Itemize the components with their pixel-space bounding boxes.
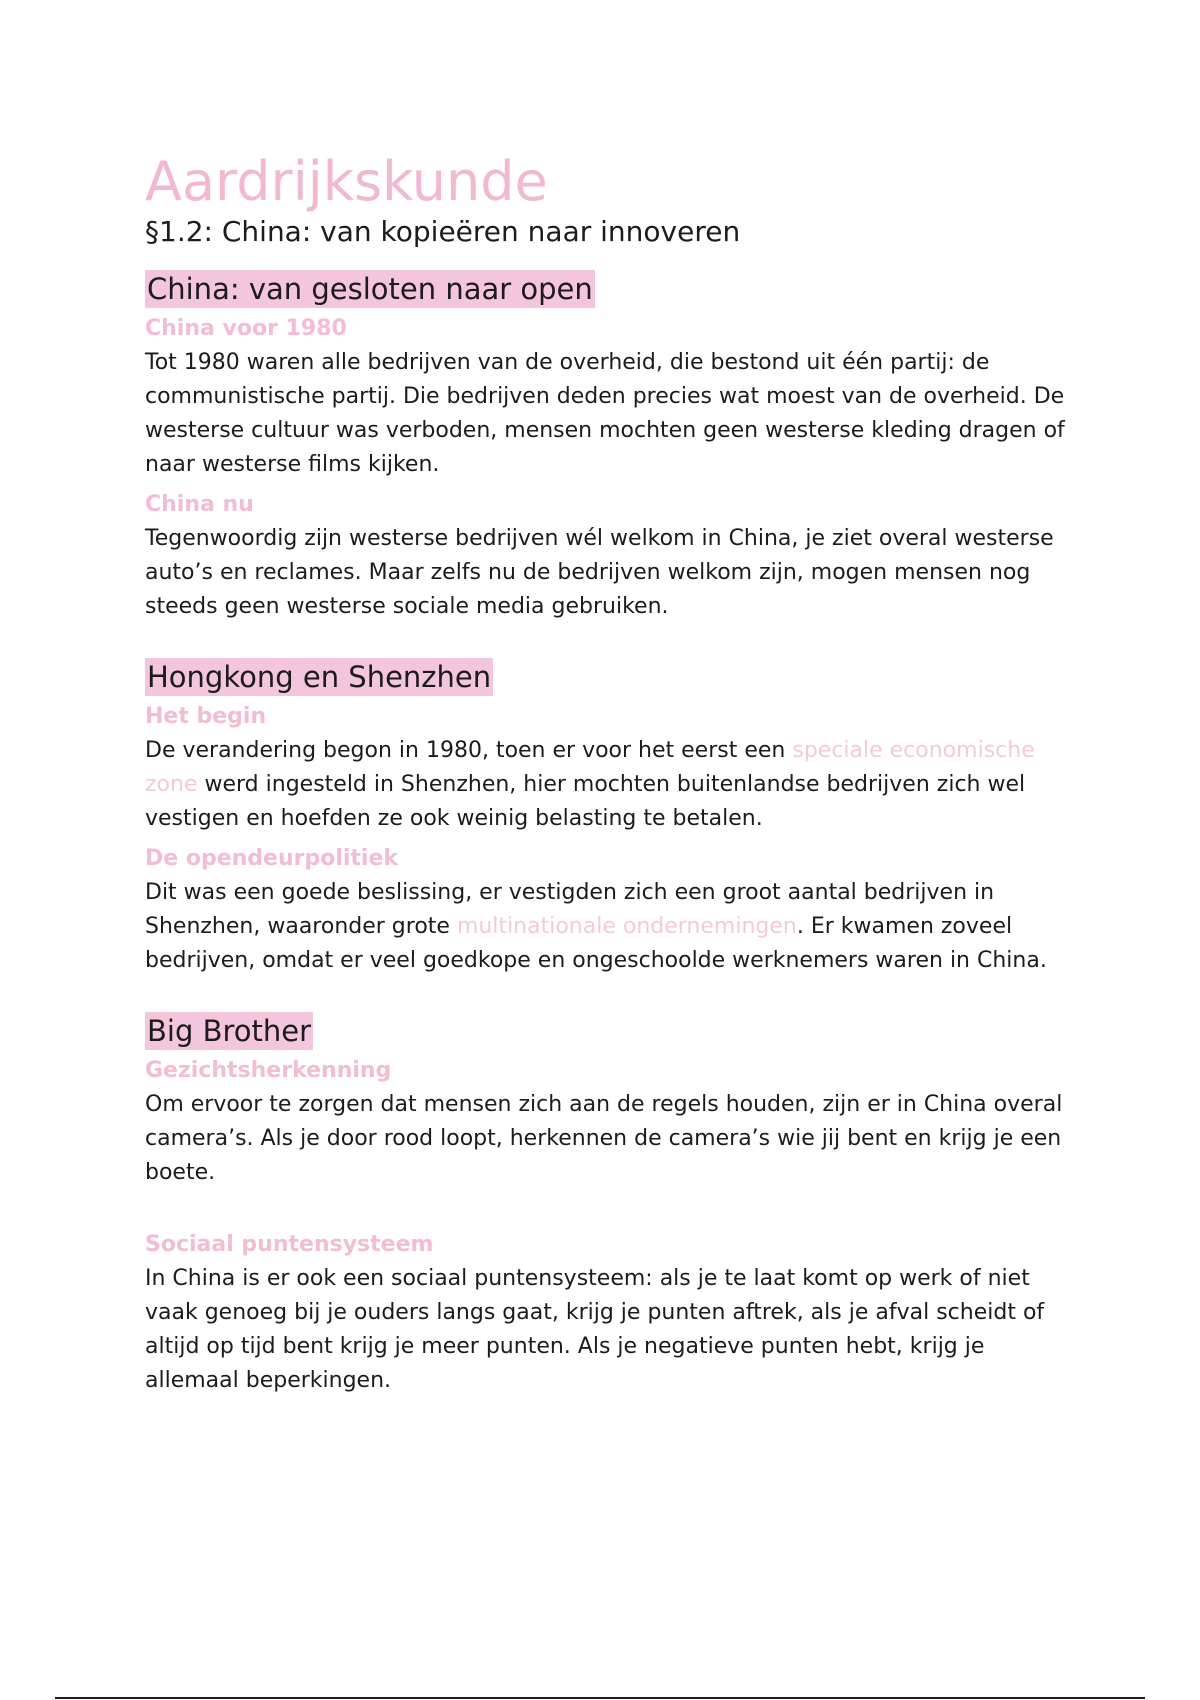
paragraph-china-nu: Tegenwoordig zijn westerse bedrijven wél welkom in China, je ziet overal westerse auto’s en reclames. Maar zelfs nu de bedrijven welkom zijn, mogen mensen nog steeds geen westerse sociale media gebruiken. [145, 526, 1054, 619]
document-subtitle: §1.2: China: van kopieëren naar innoveren [145, 215, 741, 248]
paragraph-opendeurpolitiek [145, 876, 1065, 978]
sub-heading-het-begin: Het begin [145, 704, 267, 729]
paragraph-text: De verandering begon in 1980, toen er voor het eerst een [145, 738, 793, 763]
sub-heading-opendeurpolitiek: De opendeurpolitiek [145, 846, 399, 871]
paragraph-sociaal-puntensysteem: In China is er ook een sociaal puntensysteem: als je te laat komt op werk of niet vaak genoeg bij je ouders langs gaat, krijg je punten aftrek, als je afval scheidt of altijd op tijd bent krijg je meer punten. Als je negatieve punten hebt, krijg je allemaal beperkingen. [145, 1266, 1045, 1393]
footer-divider [55, 1697, 1145, 1699]
section-heading: Big Brother [147, 1014, 312, 1048]
paragraph-text: . Er kwamen zoveel bedrijven, omdat er veel goedkope en ongeschoolde werknemers waren in China. [145, 914, 1047, 973]
document-page [145, 150, 1065, 1406]
section-hongkong-shenzhen [145, 658, 1065, 978]
sub-heading-sociaal-puntensysteem: Sociaal puntensysteem [145, 1232, 434, 1257]
sub-heading-china-voor-1980: China voor 1980 [145, 316, 347, 341]
section-heading: China: van gesloten naar open [147, 272, 593, 306]
paragraph-text: Dit was een goede beslissing, er vestigden zich een groot aantal bedrijven in Shenzhen, waaronder grote [145, 880, 995, 939]
section-big-brother [145, 1012, 1065, 1398]
paragraph-gezichtsherkenning: Om ervoor te zorgen dat mensen zich aan de regels houden, zijn er in China overal camera’s. Als je door rood loopt, herkennen de camera’s wie jij bent en krijg je een boete. [145, 1092, 1063, 1185]
term-multinationale-ondernemingen: multinationale ondernemingen [456, 914, 797, 939]
term-speciale-economische-zone: speciale economische zone [145, 738, 1035, 797]
section-heading: Hongkong en Shenzhen [147, 660, 492, 694]
sub-heading-china-nu: China nu [145, 492, 254, 517]
sub-heading-gezichtsherkenning: Gezichtsherkenning [145, 1058, 392, 1083]
section-china-gesloten-open [145, 270, 1065, 624]
paragraph-china-voor-1980: Tot 1980 waren alle bedrijven van de overheid, die bestond uit één partij: de communistische partij. Die bedrijven deden precies wat moest van de overheid. De westerse cultuur was verboden, mensen mochten geen westerse kleding dragen of naar westerse films kijken. [145, 350, 1065, 477]
paragraph-het-begin [145, 734, 1065, 836]
document-title: Aardrijkskunde [145, 150, 548, 213]
paragraph-text: werd ingesteld in Shenzhen, hier mochten buitenlandse bedrijven zich wel vestigen en hoefden ze ook weinig belasting te betalen. [145, 772, 1026, 831]
